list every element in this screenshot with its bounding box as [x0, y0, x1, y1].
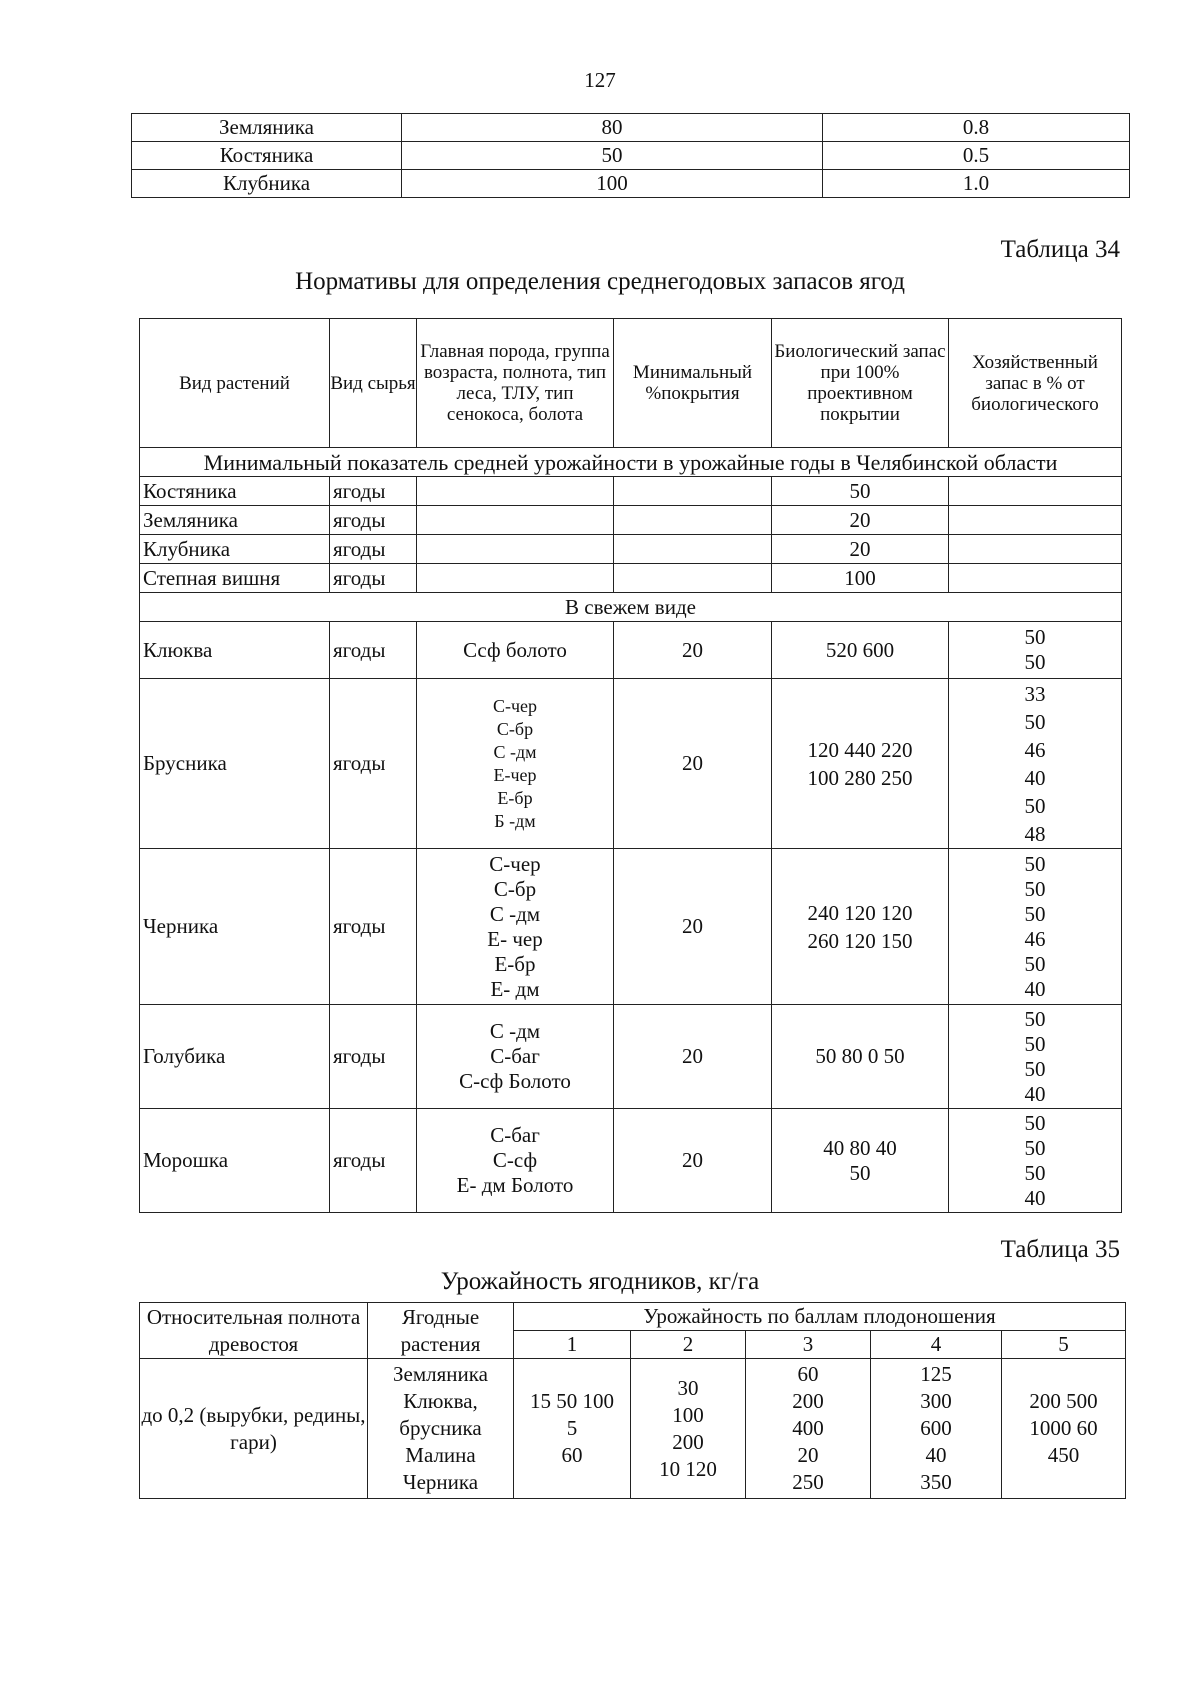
min-cell: 20 — [614, 1109, 772, 1213]
table-cell: Земляника — [132, 114, 402, 142]
value-line: 125 — [920, 1362, 952, 1386]
value-line: 600 — [920, 1416, 952, 1440]
econ-line: 50 — [1024, 650, 1046, 674]
value-line: 1000 60 — [1029, 1416, 1098, 1440]
score3-cell — [746, 1359, 871, 1499]
table-row — [140, 1005, 1122, 1109]
econ-line: 40 — [1024, 1081, 1046, 1106]
table-cell: 1.0 — [823, 170, 1130, 198]
plant-cell: Костяника — [140, 477, 330, 506]
table-row — [140, 849, 1122, 1005]
value-line: 10 120 — [659, 1456, 717, 1481]
value-line: 200 — [792, 1389, 824, 1413]
header-econ-stock: Хозяйственный запас в % от биологического — [949, 319, 1122, 448]
table-cell: 0.8 — [823, 114, 1130, 142]
score-header: 1 — [514, 1331, 631, 1359]
econ-line: 40 — [1024, 976, 1046, 1001]
bio-line: 40 80 40 — [823, 1135, 897, 1160]
forest-line: Е- чер — [487, 926, 543, 951]
score2-cell — [631, 1359, 746, 1499]
bio-line: 100 280 250 — [807, 765, 913, 790]
min-cell: 20 — [614, 849, 772, 1005]
forest-cell — [417, 679, 614, 849]
table-cell: 0.5 — [823, 142, 1130, 170]
type-cell: ягоды — [330, 535, 417, 564]
econ-cell — [949, 679, 1122, 849]
bio-line: 260 120 150 — [807, 928, 913, 953]
bio-cell: 20 — [772, 506, 949, 535]
type-cell: ягоды — [330, 1005, 417, 1109]
econ-line: 50 — [1024, 1110, 1046, 1135]
type-cell: ягоды — [330, 506, 417, 535]
econ-cell — [949, 477, 1122, 506]
forest-line: С-чер — [489, 851, 541, 876]
plant-cell: Степная вишня — [140, 564, 330, 593]
forest-cell — [417, 1109, 614, 1213]
bio-cell: 100 — [772, 564, 949, 593]
bio-cell — [772, 849, 949, 1005]
forest-line: С-баг — [490, 1044, 540, 1068]
header-min-cover: Минимальный %покрытия — [614, 319, 772, 448]
forest-cell — [417, 622, 614, 679]
plant-cell: Брусника — [140, 679, 330, 849]
econ-line: 50 — [1024, 901, 1046, 926]
density-cell: до 0,2 (вырубки, редины, гари) — [140, 1359, 368, 1499]
bio-cell — [772, 1005, 949, 1109]
table-cell: 80 — [402, 114, 823, 142]
section-row — [140, 593, 1122, 622]
value-line: 200 — [672, 1429, 704, 1454]
plant-line: Черника — [402, 1470, 479, 1494]
econ-line: 48 — [1024, 821, 1046, 846]
value-line: 30 — [677, 1375, 699, 1400]
value-line: 5 — [566, 1416, 578, 1440]
forest-line: С -дм — [489, 1019, 541, 1043]
table-row — [132, 114, 1130, 142]
forest-line: Е- дм Болото — [456, 1173, 574, 1197]
econ-line: 40 — [1024, 1185, 1046, 1210]
header-plant: Вид растений — [140, 319, 330, 448]
econ-line: 33 — [1024, 681, 1046, 706]
forest-line: С-сф — [492, 1148, 538, 1172]
min-cell: 20 — [614, 1005, 772, 1109]
econ-cell — [949, 622, 1122, 679]
econ-line: 50 — [1024, 625, 1046, 649]
table-row — [140, 564, 1122, 593]
plant-cell: Земляника — [140, 506, 330, 535]
table-row — [140, 477, 1122, 506]
header-yield: Урожайность по баллам плодоношения — [514, 1303, 1126, 1331]
forest-line: Е- дм — [490, 976, 540, 1001]
value-line: 300 — [920, 1389, 952, 1413]
score-header: 4 — [871, 1331, 1002, 1359]
score4-cell — [871, 1359, 1002, 1499]
plant-line: Малина — [405, 1443, 476, 1467]
forest-cell — [417, 849, 614, 1005]
plant-cell: Клюква — [140, 622, 330, 679]
econ-cell — [949, 849, 1122, 1005]
forest-cell — [417, 477, 614, 506]
score-header: 3 — [746, 1331, 871, 1359]
econ-cell — [949, 535, 1122, 564]
forest-line: С-чер — [492, 695, 538, 716]
econ-line: 50 — [1024, 851, 1046, 876]
bio-cell — [772, 622, 949, 679]
econ-line: 50 — [1024, 1006, 1046, 1031]
value-line: 250 — [792, 1470, 824, 1494]
econ-line: 50 — [1024, 793, 1046, 818]
header-plants: Ягодные растения — [368, 1303, 514, 1359]
score1-cell — [514, 1359, 631, 1499]
min-cell — [614, 506, 772, 535]
bio-line: 120 440 220 — [807, 737, 913, 762]
bio-line: 50 — [849, 1160, 871, 1185]
min-cell — [614, 564, 772, 593]
econ-line: 50 — [1024, 1031, 1046, 1056]
table-header-row — [140, 319, 1122, 448]
table35-label: Таблица 35 — [1000, 1236, 1120, 1263]
score-header: 5 — [1002, 1331, 1126, 1359]
header-forest: Главная порода, группа возраста, полнота, тип леса, ТЛУ, тип сенокоса, болота — [417, 319, 614, 448]
score5-cell — [1002, 1359, 1126, 1499]
forest-line: Е-чер — [493, 764, 537, 785]
econ-line: 50 — [1024, 1056, 1046, 1081]
bio-line: 520 600 — [825, 637, 895, 662]
table-row — [140, 679, 1122, 849]
forest-line: Б -дм — [494, 810, 536, 831]
forest-cell — [417, 535, 614, 564]
econ-cell — [949, 564, 1122, 593]
econ-line: 50 — [1024, 1135, 1046, 1160]
forest-line: С-баг — [490, 1123, 540, 1147]
type-cell: ягоды — [330, 477, 417, 506]
bio-cell — [772, 679, 949, 849]
table-cell: Костяника — [132, 142, 402, 170]
econ-line: 46 — [1024, 926, 1046, 951]
value-line: 40 — [925, 1443, 947, 1467]
value-line: 20 — [797, 1443, 819, 1467]
econ-line: 50 — [1024, 876, 1046, 901]
section-title: Минимальный показатель средней урожайности в урожайные годы в Челябинской области — [140, 448, 1122, 477]
forest-cell — [417, 1005, 614, 1109]
table34-title: Нормативы для определения среднегодовых запасов ягод — [295, 268, 905, 295]
forest-line: Ссф болото — [463, 637, 567, 662]
forest-line: С-бр — [493, 876, 537, 901]
table-cell: 100 — [402, 170, 823, 198]
econ-cell — [949, 1005, 1122, 1109]
value-line: 60 — [797, 1362, 819, 1386]
section-row — [140, 448, 1122, 477]
value-line: 60 — [561, 1443, 583, 1467]
header-bio-stock: Биологический запас при 100% проективном покрытии — [772, 319, 949, 448]
table-cell: 50 — [402, 142, 823, 170]
continuation-table — [131, 113, 1130, 198]
page-number: 127 — [584, 68, 616, 92]
plant-line: Земляника — [393, 1362, 488, 1386]
forest-cell — [417, 506, 614, 535]
type-cell: ягоды — [330, 1109, 417, 1213]
plant-line: брусника — [399, 1416, 482, 1440]
type-cell: ягоды — [330, 849, 417, 1005]
econ-line: 50 — [1024, 1160, 1046, 1185]
table-row — [140, 1359, 1126, 1499]
value-line: 15 50 100 — [530, 1389, 614, 1413]
bio-line: 50 80 0 50 — [815, 1044, 905, 1068]
table35-title: Урожайность ягодников, кг/га — [440, 1268, 760, 1295]
min-cell: 20 — [614, 622, 772, 679]
forest-line: С-сф Болото — [459, 1069, 571, 1093]
score-header: 2 — [631, 1331, 746, 1359]
table-row — [132, 142, 1130, 170]
table-cell: Клубника — [132, 170, 402, 198]
table-row — [132, 170, 1130, 198]
plant-cell: Голубика — [140, 1005, 330, 1109]
plants-cell — [368, 1359, 514, 1499]
min-cell — [614, 477, 772, 506]
value-line: 400 — [792, 1416, 824, 1440]
bio-cell — [772, 1109, 949, 1213]
bio-cell: 20 — [772, 535, 949, 564]
forest-line: С-бр — [496, 718, 534, 739]
table-row — [140, 535, 1122, 564]
min-cell: 20 — [614, 679, 772, 849]
bio-cell: 50 — [772, 477, 949, 506]
econ-cell — [949, 506, 1122, 535]
table34-label: Таблица 34 — [1000, 236, 1120, 263]
type-cell: ягоды — [330, 679, 417, 849]
econ-line: 40 — [1024, 765, 1046, 790]
econ-line: 50 — [1024, 951, 1046, 976]
econ-cell — [949, 1109, 1122, 1213]
forest-line: С -дм — [489, 901, 541, 926]
plant-cell: Черника — [140, 849, 330, 1005]
value-line: 350 — [920, 1470, 952, 1494]
value-line: 100 — [672, 1402, 704, 1427]
forest-line: Е-бр — [494, 951, 536, 976]
value-line: 450 — [1047, 1443, 1080, 1467]
forest-cell — [417, 564, 614, 593]
econ-line: 50 — [1024, 709, 1046, 734]
forest-line: Е-бр — [497, 787, 533, 808]
table-row — [140, 1109, 1122, 1213]
plant-cell: Морошка — [140, 1109, 330, 1213]
table-row — [140, 506, 1122, 535]
header-type: Вид сырья — [330, 319, 417, 448]
type-cell: ягоды — [330, 622, 417, 679]
econ-line: 46 — [1024, 737, 1046, 762]
table35 — [139, 1302, 1126, 1499]
forest-line: С -дм — [493, 741, 537, 762]
min-cell — [614, 535, 772, 564]
plant-line: Клюква, — [403, 1389, 478, 1413]
table-row — [140, 622, 1122, 679]
bio-line: 240 120 120 — [807, 900, 913, 925]
value-line: 200 500 — [1029, 1389, 1098, 1413]
table-header-row — [140, 1303, 1126, 1331]
section-title: В свежем виде — [140, 593, 1122, 622]
header-density: Относительная полнота древостоя — [140, 1303, 368, 1359]
type-cell: ягоды — [330, 564, 417, 593]
table34 — [139, 318, 1122, 1213]
plant-cell: Клубника — [140, 535, 330, 564]
